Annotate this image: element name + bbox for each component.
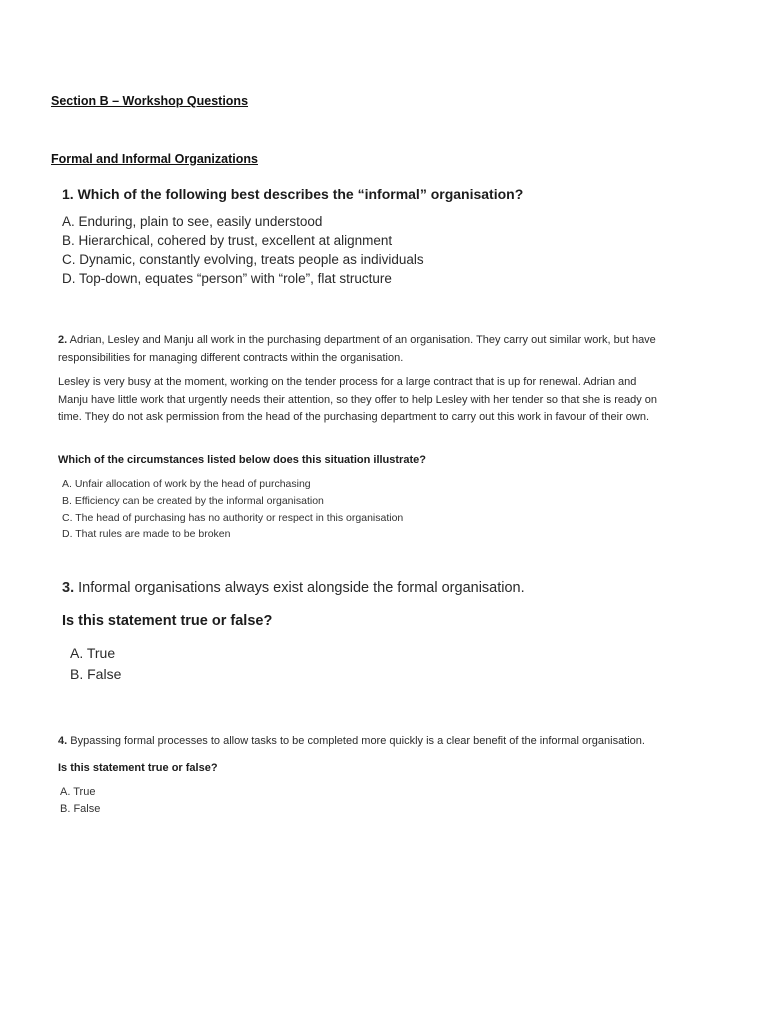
- question-3-option-a: A. True: [70, 645, 116, 661]
- question-4-statement: Bypassing formal processes to allow tasks to be completed more quickly is a clear benefit of the informal organisation.: [70, 735, 645, 747]
- question-2-option-a: A. Unfair allocation of work by the head of purchasing: [62, 478, 311, 490]
- question-2-option-c: C. The head of purchasing has no authority or respect in this organisation: [62, 512, 404, 524]
- question-4-question: Is this statement true or false?: [58, 762, 218, 774]
- question-3-number: 3.: [62, 580, 75, 596]
- question-3-statement-line: [62, 580, 525, 596]
- question-1-option-c: C. Dynamic, constantly evolving, treats people as individuals: [62, 252, 424, 267]
- question-1-option-a: A. Enduring, plain to see, easily understood: [62, 214, 323, 229]
- question-1-option-d: D. Top-down, equates “person” with “role”, flat structure: [62, 271, 392, 286]
- question-2-option-b: B. Efficiency can be created by the informal organisation: [62, 495, 324, 507]
- topic-heading: Formal and Informal Organizations: [51, 152, 258, 166]
- question-1-option-b: B. Hierarchical, cohered by trust, excellent at alignment: [62, 233, 393, 248]
- question-2-paragraph-1: [58, 332, 668, 367]
- question-4-number: 4.: [58, 735, 68, 747]
- question-4-option-a: A. True: [60, 786, 96, 798]
- question-3-option-b: B. False: [70, 666, 122, 682]
- question-3-question: Is this statement true or false?: [62, 613, 273, 629]
- question-2-paragraph-2: Lesley is very busy at the moment, working on the tender process for a large contract that is up for renewal. Adrian and Manju have little work that urgently needs their attention, so they offer to help Lesley with her tender so that she is ready on time. They do not ask permission from the head of the purchasing department to carry out this work in favour of their own.: [58, 376, 658, 423]
- question-2-text: Adrian, Lesley and Manju all work in the purchasing department of an organisation. They carry out similar work, but have responsibilities for managing different contracts within the organisation.: [58, 334, 656, 364]
- question-2-number: 2.: [58, 334, 68, 346]
- question-1-title: 1. Which of the following best describes the “informal” organisation?: [62, 186, 524, 202]
- question-3-statement: Informal organisations always exist alongside the formal organisation.: [78, 580, 525, 596]
- question-2-question: Which of the circumstances listed below does this situation illustrate?: [58, 454, 426, 466]
- question-4-option-b: B. False: [60, 803, 101, 815]
- question-2-option-d: D. That rules are made to be broken: [62, 528, 231, 540]
- section-heading: Section B – Workshop Questions: [51, 94, 249, 108]
- question-4-statement-line: [58, 735, 645, 747]
